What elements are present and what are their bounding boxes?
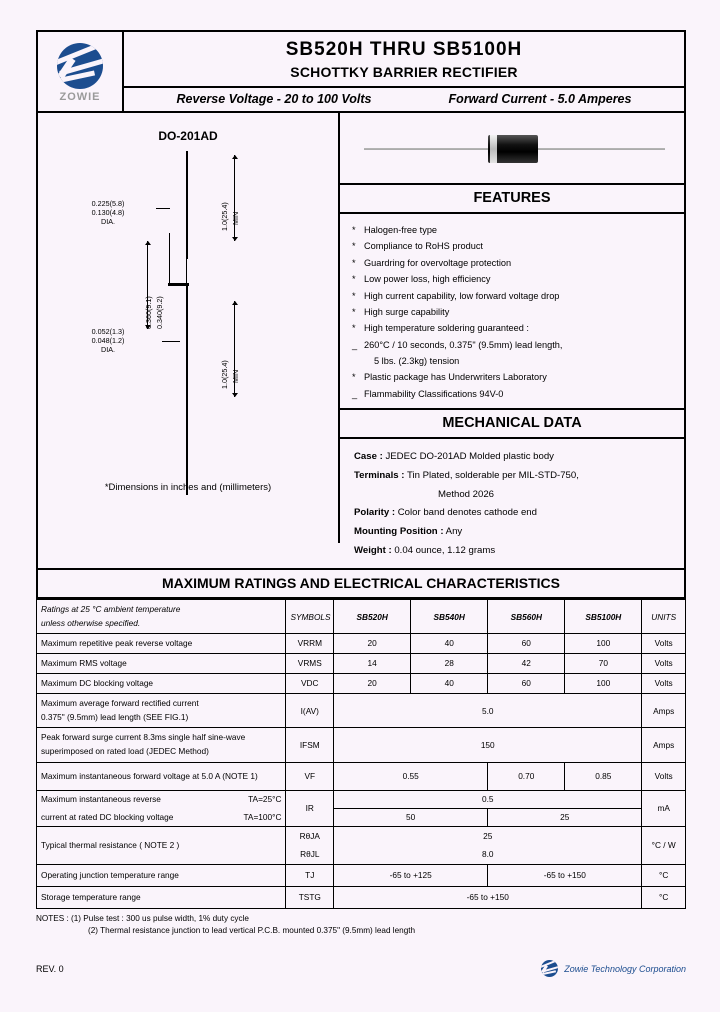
param-desc: Typical thermal resistance ( NOTE 2 )	[37, 826, 286, 864]
feature-item	[352, 238, 672, 254]
feature-text: High current capability, low forward voltage drop	[364, 290, 560, 301]
features-heading: FEATURES	[340, 185, 684, 214]
feature-bullet: *	[352, 372, 356, 383]
feature-item	[352, 369, 672, 385]
param-symbol: TJ	[286, 864, 334, 886]
table-row	[37, 826, 686, 845]
table-row	[37, 693, 686, 727]
note-1: NOTES : (1) Pulse test : 300 us pulse width, 1% duty cycle	[36, 913, 249, 923]
feature-item	[352, 271, 672, 287]
param-value: 20	[334, 673, 411, 693]
feature-item	[352, 304, 672, 320]
mech-value: Tin Plated, solderable per MIL-STD-750,	[406, 469, 579, 481]
mech-label: Case :	[354, 451, 383, 463]
param-value-1: 25	[334, 826, 642, 845]
param-symbol-2: RθJL	[286, 845, 334, 864]
revision-label: REV. 0	[36, 963, 64, 974]
part-number-range: SB520H THRU SB5100H	[285, 39, 523, 60]
param-desc: Maximum instantaneous forward voltage at 5.0 A (NOTE 1)	[37, 762, 286, 790]
param-unit: mA	[642, 790, 686, 826]
lead-diameter-dim: 0.052(1.3) 0.048(1.2) DIA.	[91, 327, 125, 354]
param-value: 42	[488, 653, 565, 673]
param-value: 40	[411, 633, 488, 653]
param-symbol: IFSM	[286, 728, 334, 762]
param-desc: Maximum DC blocking voltage	[37, 673, 286, 693]
table-row	[37, 762, 686, 790]
body-length-dim-min: 0.340(9.2)	[155, 296, 164, 329]
param-value: 100	[565, 673, 642, 693]
param-desc: Maximum RMS voltage	[37, 653, 286, 673]
notes-block	[36, 913, 686, 938]
right-column	[340, 113, 684, 568]
param-symbol: I(AV)	[286, 693, 334, 727]
param-symbol: VDC	[286, 673, 334, 693]
param-value: 5.0	[334, 693, 642, 727]
col-part-1: SB540H	[411, 600, 488, 634]
mech-row	[354, 448, 670, 467]
dimension-drawing	[38, 151, 338, 501]
mech-row	[354, 542, 670, 561]
reverse-voltage-spec: Reverse Voltage - 20 to 100 Volts	[176, 92, 372, 106]
col-part-3: SB5100H	[565, 600, 642, 634]
param-desc: Operating junction temperature range	[37, 864, 286, 886]
param-symbol: IR	[286, 790, 334, 826]
feature-bullet: *	[352, 323, 356, 334]
mech-row	[354, 486, 670, 505]
diode-lead-right	[535, 148, 665, 150]
feature-text: 5 lbs. (2.3kg) tension	[374, 356, 460, 366]
page-footer	[36, 960, 686, 977]
mech-value: Color band denotes cathode end	[397, 507, 537, 519]
param-value: -65 to +150	[334, 886, 642, 908]
logo-wordmark: ZOWIE	[59, 90, 101, 103]
upper-lead-length-arrow	[234, 155, 235, 241]
feature-text: Guardring for overvoltage protection	[364, 257, 512, 268]
feature-bullet: *	[352, 306, 356, 317]
feature-bullet: *	[352, 274, 356, 285]
package-outline-panel	[38, 113, 340, 543]
forward-current-spec: Forward Current - 5.0 Amperes	[448, 92, 632, 106]
zowie-globe-icon	[57, 43, 103, 89]
table-row	[37, 673, 686, 693]
mech-label: Weight :	[354, 544, 392, 556]
param-value: 40	[411, 673, 488, 693]
col-part-2: SB560H	[488, 600, 565, 634]
param-unit: Volts	[642, 673, 686, 693]
mech-row	[354, 504, 670, 523]
param-value: 150	[334, 728, 642, 762]
datasheet-page	[36, 30, 686, 938]
lower-lead	[186, 285, 188, 495]
feature-bullet: *	[352, 290, 356, 301]
package-photo	[340, 113, 684, 185]
param-unit: Amps	[642, 693, 686, 727]
table-row	[37, 886, 686, 908]
feature-bullet	[352, 353, 364, 369]
col-part-0: SB520H	[334, 600, 411, 634]
param-value: 70	[565, 653, 642, 673]
product-type: SCHOTTKY BARRIER RECTIFIER	[290, 64, 518, 80]
param-desc	[37, 693, 286, 727]
mech-row	[354, 523, 670, 542]
page-header	[36, 30, 686, 113]
diode-cathode-band	[490, 135, 497, 163]
feature-item	[352, 288, 672, 304]
feature-text: Halogen-free type	[364, 225, 438, 235]
feature-bullet: _	[352, 388, 358, 399]
param-desc: Maximum repetitive peak reverse voltage	[37, 633, 286, 653]
leader-line-body-dia	[156, 208, 170, 209]
param-value: -65 to +125	[334, 864, 488, 886]
dimension-units-note: *Dimensions in inches and (millimeters)	[104, 482, 272, 493]
param-value: 50	[334, 808, 488, 826]
param-value: 0.70	[488, 762, 565, 790]
diode-lead-left	[364, 148, 492, 150]
footer-brand	[541, 960, 686, 977]
param-condition-2: TA=100°C	[243, 811, 282, 822]
param-value: 0.55	[334, 762, 488, 790]
note-2: (2) Thermal resistance junction to lead vertical P.C.B. mounted 0.375" (9.5mm) lead length	[88, 926, 416, 936]
param-value: 14	[334, 653, 411, 673]
conditions-line2: unless otherwise specified.	[41, 617, 141, 628]
param-condition-1: TA=25°C	[248, 794, 282, 805]
feature-bullet: *	[352, 241, 356, 252]
features-list	[340, 214, 684, 408]
mechanical-data-list	[340, 439, 684, 568]
header-titles	[124, 32, 684, 88]
company-logo	[38, 32, 124, 111]
mech-value: Any	[445, 525, 463, 537]
table-row	[37, 808, 686, 826]
param-value: 28	[411, 653, 488, 673]
param-desc-line2: 0.375" (9.5mm) lead length (SEE FIG.1)	[41, 711, 189, 722]
header-text-block	[124, 32, 684, 111]
col-units: UNITS	[642, 600, 686, 634]
feature-text: 260°C / 10 seconds, 0.375" (9.5mm) lead length,	[364, 339, 563, 350]
param-value: 20	[334, 633, 411, 653]
mech-value: Method 2026	[438, 488, 495, 500]
leader-line-lead-dia	[162, 341, 180, 342]
param-desc-line1: Maximum instantaneous reverse	[41, 794, 161, 805]
lower-lead-length-qual: MIN	[231, 369, 240, 383]
param-unit: °C	[642, 886, 686, 908]
feature-item	[352, 222, 672, 238]
package-name: DO-201AD	[158, 129, 218, 143]
param-value: 100	[565, 633, 642, 653]
feature-text: High surge capability	[364, 306, 450, 317]
param-value: 0.5	[334, 790, 642, 808]
feature-item	[352, 386, 672, 402]
feature-text: High temperature soldering guaranteed :	[364, 323, 529, 334]
param-value: -65 to +150	[488, 864, 642, 886]
param-desc-line1: Peak forward surge current 8.3ms single half sine-wave	[41, 732, 246, 743]
ratings-table	[36, 599, 686, 908]
param-symbol-1: RθJA	[286, 826, 334, 845]
param-desc-line1: Maximum average forward rectified current	[41, 697, 199, 708]
feature-text: Low power loss, high efficiency	[364, 274, 491, 285]
upper-lead-length-dim: 1.0(25.4)	[220, 202, 229, 231]
param-unit: Volts	[642, 653, 686, 673]
upper-lead-length-qual: MIN	[231, 211, 240, 225]
feature-item	[352, 255, 672, 271]
table-row	[37, 653, 686, 673]
param-value: 60	[488, 633, 565, 653]
table-row	[37, 728, 686, 762]
mech-value: JEDEC DO-201AD Molded plastic body	[385, 451, 554, 463]
feature-item	[352, 337, 672, 353]
feature-bullet: *	[352, 257, 356, 268]
param-desc	[37, 808, 286, 826]
param-symbol: VRRM	[286, 633, 334, 653]
feature-item	[352, 353, 672, 369]
param-desc	[37, 728, 286, 762]
param-value: 0.85	[565, 762, 642, 790]
col-symbols: SYMBOLS	[286, 600, 334, 634]
table-row	[37, 633, 686, 653]
mech-value: 0.04 ounce, 1.12 grams	[394, 544, 496, 556]
feature-bullet: _	[352, 339, 358, 350]
feature-text: Plastic package has Underwriters Laboratory	[364, 372, 547, 383]
table-header-row	[37, 600, 686, 634]
feature-text: Compliance to RoHS product	[364, 241, 483, 252]
ratings-conditions	[37, 600, 286, 634]
company-name: Zowie Technology Corporation	[564, 963, 686, 974]
param-value: 25	[488, 808, 642, 826]
footer-globe-icon	[541, 960, 558, 977]
param-desc-line2: current at rated DC blocking voltage	[41, 811, 174, 822]
feature-text: Flammability Classifications 94V-0	[364, 388, 504, 399]
ratings-heading: MAXIMUM RATINGS AND ELECTRICAL CHARACTERISTICS	[36, 570, 686, 599]
package-body	[169, 233, 187, 285]
table-row	[37, 864, 686, 886]
mech-row	[354, 467, 670, 486]
param-unit: °C / W	[642, 826, 686, 864]
param-unit: Amps	[642, 728, 686, 762]
param-unit: °C	[642, 864, 686, 886]
param-symbol: TSTG	[286, 886, 334, 908]
body-length-dim: 0.360(9.1)	[144, 296, 153, 329]
mechanical-data-heading: MECHANICAL DATA	[340, 408, 684, 439]
conditions-line1: Ratings at 25 °C ambient temperature	[41, 604, 181, 615]
mech-label: Mounting Position :	[354, 525, 444, 537]
mech-label: Polarity :	[354, 507, 396, 519]
param-value-2: 8.0	[334, 845, 642, 864]
param-desc	[37, 790, 286, 808]
middle-section	[36, 113, 686, 570]
body-diameter-dim: 0.225(5.8) 0.130(4.8) DIA.	[91, 199, 125, 226]
mech-label: Terminals :	[354, 469, 405, 481]
param-desc: Storage temperature range	[37, 886, 286, 908]
lower-lead-length-dim: 1.0(25.4)	[220, 360, 229, 389]
header-specs	[124, 88, 684, 111]
param-symbol: VF	[286, 762, 334, 790]
feature-bullet: *	[352, 225, 356, 235]
param-desc-line2: superimposed on rated load (JEDEC Method)	[41, 745, 209, 756]
table-row	[37, 790, 686, 808]
param-value: 60	[488, 673, 565, 693]
param-unit: Volts	[642, 762, 686, 790]
feature-item	[352, 320, 672, 336]
param-symbol: VRMS	[286, 653, 334, 673]
param-unit: Volts	[642, 633, 686, 653]
